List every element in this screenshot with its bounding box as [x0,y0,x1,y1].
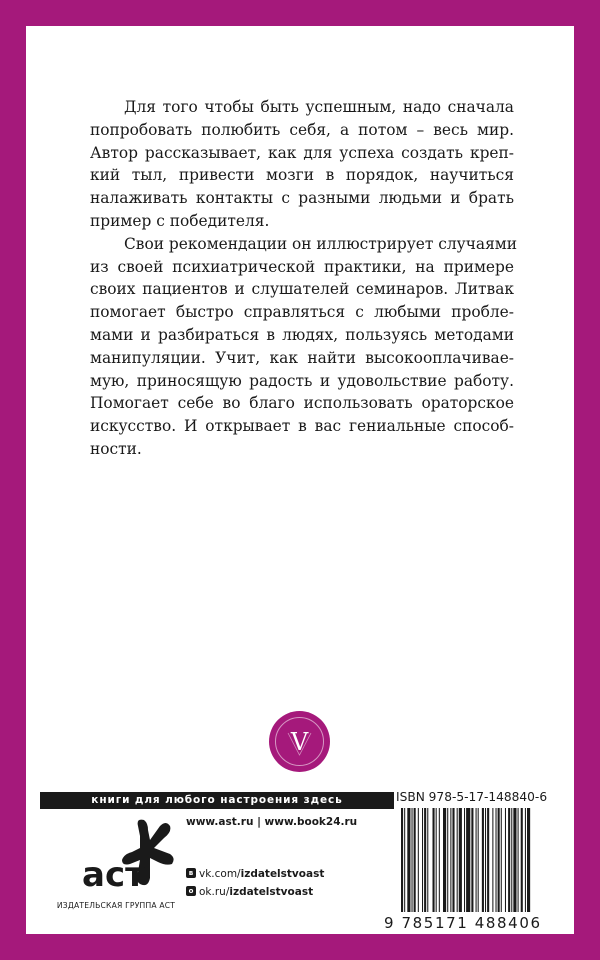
text-line: налаживать контакты с разными людьми и брать [90,189,514,208]
social-ok [186,885,313,899]
barcode-icon [400,808,568,912]
barcode-digits: 9 785171 488406 [384,914,542,932]
text-line: Помогает себе во благо использовать ораторское [90,394,514,413]
social-handle: izdatelstvoast [240,868,325,880]
paragraph-2 [90,233,518,461]
text-line: из своей психиатрической практики, на примере [90,257,514,276]
social-prefix: vk.com/ [199,868,241,880]
social-prefix: ok.ru/ [199,886,230,898]
text-line: искусство. И открывает в вас гениальные способ- [90,417,514,436]
text-line: мую, приносящую радость и удовольствие работу. [90,371,514,390]
text-line: манипуляции. Учит, как найти высокооплачивае- [90,348,514,367]
back-cover [26,26,574,934]
v-emblem-icon [269,711,330,772]
isbn: ISBN 978-5-17-148840-6 [396,790,548,804]
ast-logo-icon [78,816,178,898]
social-handle: izdatelstvoast [229,886,314,898]
text-line: попробовать полюбить себя, а потом – весь мир. [90,120,514,139]
text-line: Автор рассказывает, как для успеха создать креп- [90,143,514,162]
text-line: ности. [90,439,142,458]
publisher-caption: ИЗДАТЕЛЬСКАЯ ГРУППА АСТ [56,901,176,910]
logo-wordmark: аст [82,855,145,895]
text-line: своих пациентов и слушателей семинаров. Литвак [90,280,514,299]
vk-icon: в [186,868,196,878]
badge-letter: V [290,728,309,756]
text-line: кий тыл, привести мозги в порядок, научиться [90,166,514,185]
text-line: Свои рекомендации он иллюстрирует случаями [124,234,518,253]
paragraph-1 [90,96,514,233]
text-line: пример с победителя. [90,211,270,230]
annotation-text [90,96,518,461]
websites: www.ast.ru | www.book24.ru [186,816,358,828]
social-vk [186,867,324,881]
text-line: помогает быстро справляться с любыми пробле- [90,303,514,322]
text-line: мами и разбираться в людях, пользуясь методами [90,325,514,344]
text-line: Для того чтобы быть успешным, надо сначала [124,98,514,116]
series-badge [269,711,330,772]
ok-icon: о [186,886,196,896]
slogan-bar: книги для любого настроения здесь [40,792,394,809]
